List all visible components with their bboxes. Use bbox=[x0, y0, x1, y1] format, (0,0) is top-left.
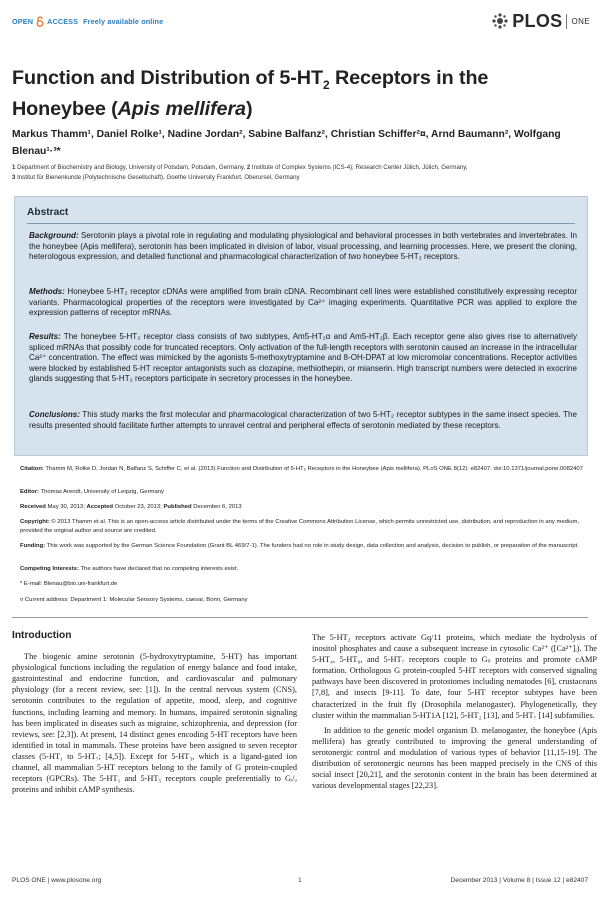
results-label: Results: bbox=[29, 332, 61, 341]
right-paragraph-1: The 5-HT₂ receptors activate Gq/11 proteins, which mediate the hydrolysis of inositol phosphates and cause a subsequent increase in cytosolic Ca²⁺ ([Ca²⁺]ᵢ). The 5-HT₄, 5-HT₆, and 5-HT₇ receptors couple to Gₛ proteins and promote cAMP formation. Orthologous G protein-coupled 5-HT receptors with conserved signaling pathways have been discovered in protostomes including nematodes [6], crustaceans [7,8], and insects [9-11]. To date, four 5-HT receptor subtypes have been characterized in the fruit fly (Drosophila melanogaster). Phylogenetically, they cluster within the mammalian 5-HT1A [12], 5-HT₂ [13], and 5-HT₇ [14] subfamilies. bbox=[312, 633, 597, 720]
methods-text: Honeybee 5-HT₂ receptor cDNAs were amplified from brain cDNA. Recombinant cell lines were established constitutively expressing receptor variants. Pharmacological properties of the receptors were investigated by Ca²⁺ imaging experiments. Quantitative PCR was applied to explore the expression patterns of receptor mRNAs. bbox=[29, 287, 577, 318]
affil-num-1: 1 bbox=[12, 164, 16, 171]
open-access-badge bbox=[12, 16, 163, 27]
received-date: May 30, 2013; bbox=[45, 504, 87, 510]
abstract-divider bbox=[27, 223, 575, 224]
citation bbox=[20, 465, 585, 474]
affil-2: Institute of Complex Systems (ICS-4), Research Center Jülich, Jülich, Germany, bbox=[250, 164, 468, 171]
affil-num-3: 3 bbox=[12, 174, 16, 182]
published-date: December 6, 2013 bbox=[191, 504, 242, 510]
open-label: OPEN bbox=[12, 16, 34, 26]
article-title bbox=[12, 66, 592, 121]
affil-num-2: 2 bbox=[246, 164, 251, 171]
background-label: Background: bbox=[29, 231, 79, 240]
results-text: The honeybee 5-HT₂ receptor class consists of two subtypes, Am5-HT₂α and Am5-HT₂β. Each receptor gene also gives rise to alternatively spliced mRNAs that possibly code for truncated receptors. Only activation of the full-length receptors with serotonin caused an increase in the intracellular Ca²⁺ concentration. The effect was mimicked by the agonists 5-methoxytryptamine and 8-OH-DPAT at low micromolar concentrations. Receptor activities were blocked by established 5-HT receptor antagonists such as clozapine, methiothepin, or mianserin. High transcript numbers were detected in exocrine glands suggesting that 5-HT₂ receptors participate in secretory processes in the honeybee. bbox=[29, 332, 577, 384]
competing-label: Competing Interests: bbox=[20, 566, 79, 572]
background-text: Serotonin plays a pivotal role in regulating and modulating physiological and behavioral processes in both vertebrates and invertebrates. In the honeybee (Apis mellifera), serotonin has been implicated in division of labor, visual processing, and learning processes. Here, we present the cloning, heterologous expression, and detailed functional and pharmacological characterization of two honeybee 5-HT₂ receptors. bbox=[29, 231, 577, 262]
access-label: ACCESS bbox=[47, 16, 79, 26]
open-lock-icon bbox=[36, 16, 44, 27]
abstract-results bbox=[29, 332, 577, 385]
current-address: ¤ Current address: Department 1: Molecular Sensory Systems, caesar, Bonn, Germany bbox=[20, 597, 248, 603]
plos-logo-icon bbox=[492, 13, 508, 29]
conclusions-text: This study marks the first molecular and pharmacological characterization of two 5-HT₂ receptor subtypes in the same insect species. The results presented should facilitate further attempts to unravel central and peripheral effects of serotonin mediated by these receptors. bbox=[29, 410, 577, 430]
citation-label: Citation: bbox=[20, 466, 44, 472]
abstract-conclusions bbox=[29, 410, 577, 431]
dates bbox=[20, 503, 585, 512]
title-part3: Honeybee ( bbox=[12, 97, 118, 120]
competing-text: The authors have declared that no competing interests exist. bbox=[78, 566, 239, 572]
title-part1: Function and Distribution of 5-HT bbox=[12, 67, 323, 89]
citation-text: Thamm M, Rolke D, Jordan N, Balfanz S, Schiffer C, et al. (2013) Function and Distribution of 5-HT₂ Receptors in the Honeybee (Apis mellifera). PLoS ONE 8(12): e82407. doi:10.1371/journal.pone.0082407 bbox=[43, 466, 583, 472]
email: * E-mail: Blenau@bio.uni-frankfurt.de bbox=[20, 581, 118, 587]
competing-interests bbox=[20, 565, 585, 574]
freely-available-label: Freely available online bbox=[83, 16, 164, 26]
title-part2: Receptors in the bbox=[329, 67, 489, 89]
body-column-right bbox=[312, 632, 597, 795]
accepted-date: October 23, 2013; bbox=[113, 504, 164, 510]
section-divider bbox=[12, 617, 588, 618]
editor-text: Thomas Arendt, University of Leipzig, Germany bbox=[38, 489, 164, 495]
copyright bbox=[20, 518, 585, 537]
received-label: Received bbox=[20, 504, 46, 510]
abstract-background bbox=[29, 231, 577, 263]
author-list: Markus Thamm¹, Daniel Rolke¹, Nadine Jordan², Sabine Balfanz², Christian Schiffer²¤, Arnd Baumann², Wolfgang Blenau¹·³* bbox=[12, 129, 561, 157]
methods-label: Methods: bbox=[29, 287, 65, 296]
editor bbox=[20, 488, 585, 497]
published-label: Published bbox=[163, 504, 192, 510]
title-subscript: 2 bbox=[322, 77, 330, 92]
conclusions-label: Conclusions: bbox=[29, 410, 80, 419]
intro-paragraph-1: The biogenic amine serotonin (5-hydroxytryptamine, 5-HT) has important physiological functions including the regulation of energy balance and food intake, gastrointestinal and endocrine function, and cardiovascular and pulmonary physiology (for a recent review, see: [1]). In the central nervous system (CNS), serotonin contributes to the regulation of appetite, mood, sleep, and cognitive functions, including learning and memory. In humans, impaired serotonin signaling has been implicated in diseases such as migraine, schizophrenia, and depression (for reviews, see: [2,3]). At present, 14 distinct genes encoding 5-HT receptors have been identified in total in mammals. These proteins have been assigned to seven receptor classes (5-HT₁ to 5-HT₇; [4,5]). Except for 5-HT₃, which is a ligand-gated ion channel, all mammalian 5-HT receptors belong to the family of G protein-coupled receptors (GPCRs). The 5-HT₁ and 5-HT₅ receptors couple preferentially to Gᵢ/ₒ proteins and inhibit cAMP synthesis. bbox=[12, 652, 297, 795]
abstract-methods bbox=[29, 287, 577, 319]
abstract-heading: Abstract bbox=[27, 207, 69, 218]
logo-separator bbox=[566, 14, 567, 29]
copyright-label: Copyright: bbox=[20, 519, 50, 525]
right-paragraph-2: In addition to the genetic model organism D. melanogaster, the honeybee (Apis mellifera) has greatly contributed to improving the general understanding of serotonergic control and modulation of various types of behavior [11,15-19]. The distribution of serotonergic neurons has been mapped precisely in the CNS of this social insect [20,21], and the serotonin content in the brain has been determined at various developmental stages [22,23]. bbox=[312, 725, 597, 791]
one-wordmark: ONE bbox=[571, 16, 590, 26]
funding bbox=[20, 542, 585, 551]
plos-one-logo bbox=[492, 11, 590, 32]
accepted-label: Accepted bbox=[86, 504, 114, 510]
editor-label: Editor: bbox=[20, 489, 39, 495]
copyright-text: © 2013 Thamm et al. This is an open-access article distributed under the terms of the Creative Commons Attribution License, which permits unrestricted use, distribution, and reproduction in any medium, provided the original author and source are credited. bbox=[20, 519, 580, 535]
page-number: 1 bbox=[298, 877, 302, 884]
affiliations bbox=[12, 163, 594, 184]
affil-1: Department of Biochemistry and Biology, University of Potsdam, Potsdam, Germany, bbox=[15, 164, 247, 171]
introduction-heading: Introduction bbox=[12, 630, 72, 641]
funding-text: This work was supported by the German Science Foundation (Grant BL 469/7-1). The funders had no role in study design, data collection and analysis, decision to publish, or preparation of the manuscript. bbox=[45, 543, 579, 549]
funding-label: Funding: bbox=[20, 543, 46, 549]
page-footer bbox=[12, 877, 588, 889]
footer-journal: PLOS ONE | www.plosone.org bbox=[12, 877, 102, 884]
journal-header bbox=[12, 8, 590, 34]
affil-3: Institut für Bienenkunde (Polytechnische Gesellschaft), Goethe University Frankfurt, Oberursel, Germany bbox=[15, 174, 300, 182]
footer-issue: December 2013 | Volume 8 | Issue 12 | e82407 bbox=[450, 877, 588, 884]
title-species: Apis mellifera bbox=[117, 97, 246, 120]
plos-wordmark: PLOS bbox=[512, 10, 563, 31]
body-column-left bbox=[12, 630, 297, 799]
title-part4: ) bbox=[245, 97, 253, 120]
abstract-box bbox=[14, 196, 588, 456]
